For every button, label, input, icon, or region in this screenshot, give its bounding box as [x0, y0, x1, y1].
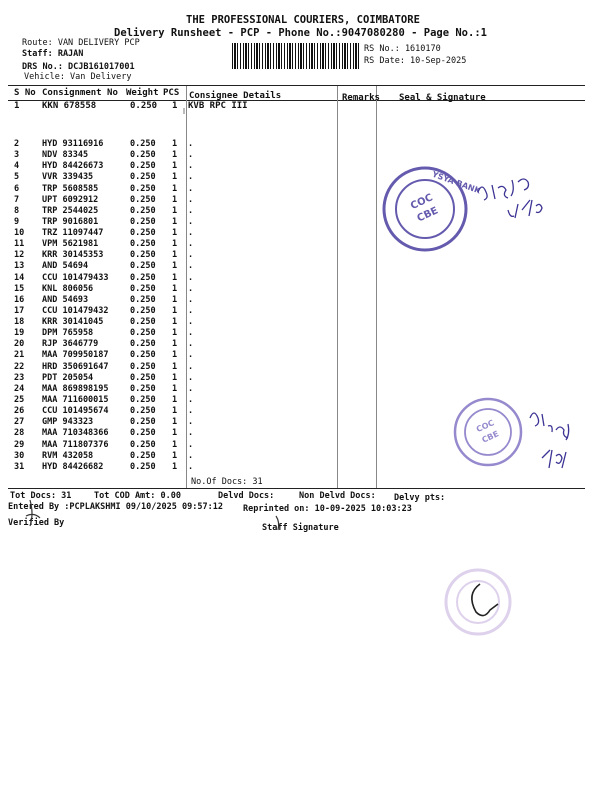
row-details: .: [188, 250, 194, 261]
staff-text: Staff: RAJAN: [22, 49, 84, 59]
non-delivered-docs: Non Delvd Docs:: [299, 491, 376, 501]
row-pcs: 1: [172, 294, 178, 305]
total-cod: Tot COD Amt: 0.00: [94, 491, 181, 501]
row-sno: 11: [14, 239, 25, 250]
row-pcs: 1: [172, 250, 178, 261]
row-sno: 13: [14, 261, 25, 272]
row-pcs: 1: [172, 417, 178, 428]
row-weight: 0.250: [130, 139, 156, 149]
row-details: .: [188, 328, 194, 339]
row-weight: 0.250: [130, 205, 156, 216]
staff-signature-label: Staff Signature: [262, 523, 339, 533]
row-pcs: 1: [172, 239, 178, 250]
row-consignment: VVR 339435: [42, 172, 94, 183]
row-weight: 0.250: [130, 439, 156, 450]
delivered-docs: Delvd Docs:: [218, 491, 275, 501]
row-details: .: [188, 350, 194, 361]
svg-text:YSYA BANK: YSYA BANK: [430, 169, 482, 196]
row-weight: 0.250: [130, 194, 156, 205]
row-sno: 22: [14, 361, 25, 372]
handwriting-icon: [530, 413, 569, 468]
row-details: .: [188, 216, 194, 227]
row-consignment: MAA 711600015: [42, 394, 109, 405]
row-details: .: [188, 205, 194, 216]
row-consignment: TRP 9016801: [42, 216, 99, 227]
row-weight: 0.250: [130, 294, 156, 305]
row-weight: 0.250: [130, 383, 156, 394]
row-consignment: UPT 6092912: [42, 194, 99, 205]
row-details: .: [188, 239, 194, 250]
row-pcs: 1: [172, 328, 178, 339]
row-details: .: [188, 261, 194, 272]
row-weight: 0.250: [130, 216, 156, 227]
col-details: Consignee Details: [189, 91, 282, 101]
total-docs: Tot Docs: 31: [10, 491, 72, 501]
row-pcs: 1: [172, 261, 178, 272]
row-sno: 26: [14, 406, 25, 417]
row-weight: 0.250: [130, 339, 156, 350]
row-sno: 17: [14, 305, 25, 316]
row-pcs: 1: [172, 150, 178, 161]
row-weight: 0.250: [130, 450, 156, 461]
row-pcs: 1: [172, 194, 178, 205]
row-sno: 9: [14, 216, 20, 227]
row-sno: 6: [14, 183, 20, 194]
row-consignment: KKN 678558: [42, 101, 97, 111]
row-sno: 4: [14, 161, 20, 172]
row-pcs: 1: [172, 172, 178, 183]
row-details: .: [188, 450, 194, 461]
row-details: .: [188, 372, 194, 383]
row-pcs: 1: [172, 183, 178, 194]
row-consignment: AND 54693: [42, 294, 89, 305]
no-of-docs: No.Of Docs: 31: [191, 477, 263, 487]
row-weight: 0.250: [130, 239, 156, 250]
row-consignment: NDV 83345: [42, 150, 89, 161]
row-consignment: HRD 350691647: [42, 361, 109, 372]
row-weight: 0.250: [130, 317, 156, 328]
row-weight: 0.250: [130, 417, 156, 428]
bank-stamp-icon: [455, 399, 521, 465]
col-remarks: Remarks: [342, 93, 380, 103]
row-details: .: [188, 461, 194, 472]
row-consignment: MAA 711807376: [42, 439, 109, 450]
rs-number: RS No.: 1610170: [364, 44, 441, 54]
row-consignment: HYD 93116916: [42, 139, 104, 149]
row-sno: 18: [14, 317, 25, 328]
row-pcs: 1: [172, 339, 178, 350]
round-seal-icon: [446, 570, 510, 634]
row-sno: 7: [14, 194, 20, 205]
vehicle-text: Vehicle: Van Delivery: [24, 72, 132, 82]
delivery-points: Delvy pts:: [394, 493, 446, 503]
route-text: Route: VAN DELIVERY PCP: [22, 38, 140, 48]
row-consignment: KRR 30145353: [42, 250, 104, 261]
row-details: .: [188, 394, 194, 405]
row-details: .: [188, 283, 194, 294]
entered-by: Entered By :PCPLAKSHMI 09/10/2025 09:57:12: [8, 502, 223, 512]
row-sno: 14: [14, 272, 25, 283]
row-weight: 0.250: [130, 150, 156, 161]
row-sno: 25: [14, 394, 25, 405]
row-consignment: TRP 2544025: [42, 205, 99, 216]
col-consignment: Consignment No: [42, 88, 118, 98]
row-consignment: AND 54694: [42, 261, 89, 272]
row-weight: 0.250: [130, 461, 156, 472]
col-weight: Weight: [126, 88, 159, 98]
row-sno: 29: [14, 439, 25, 450]
runsheet-title: Delivery Runsheet - PCP - Phone No.:9047080280 - Page No.:1: [114, 27, 487, 39]
company-title: THE PROFESSIONAL COURIERS, COIMBATORE: [186, 14, 420, 26]
row-details: .: [188, 161, 194, 172]
row-weight: 0.250: [130, 261, 156, 272]
row-weight: 0.250: [130, 350, 156, 361]
row-sno: 3: [14, 150, 20, 161]
row-details: .: [188, 139, 194, 149]
row-consignment: VPM 5621981: [42, 239, 99, 250]
row-consignment: MAA 869898195: [42, 383, 109, 394]
row-consignment: DPM 765958: [42, 328, 94, 339]
row-sno: 20: [14, 339, 25, 350]
row-pcs: 1: [172, 394, 178, 405]
drs-number: DRS No.: DCJB161017001: [22, 62, 135, 72]
row-weight: 0.250: [130, 406, 156, 417]
row-consignment: TRZ 11097447: [42, 228, 104, 239]
row-weight: 0.250: [130, 101, 158, 111]
row-consignment: CCU 101479432: [42, 305, 109, 316]
col-sno: S No: [14, 88, 36, 98]
row-details: .: [188, 317, 194, 328]
row-pcs: 1: [172, 428, 178, 439]
rs-date: RS Date: 10-Sep-2025: [364, 56, 467, 66]
row-pcs: 1: [172, 372, 178, 383]
row-weight: 0.250: [130, 172, 156, 183]
row-sno: 2: [14, 139, 20, 149]
row-consignment: MAA 710348366: [42, 428, 109, 439]
row-consignment: HYD 84426682: [42, 461, 104, 472]
row-sno: 16: [14, 294, 25, 305]
svg-text:CBE: CBE: [480, 429, 501, 445]
pen-scribble-icon: [26, 500, 40, 526]
row-sno: 12: [14, 250, 25, 261]
row-weight: 0.250: [130, 183, 156, 194]
row-details: .: [188, 361, 194, 372]
row-pcs: 1: [172, 361, 178, 372]
row-consignment: CCU 101479433: [42, 272, 109, 283]
row-consignment: KRR 30141045: [42, 317, 104, 328]
row-sno: 19: [14, 328, 25, 339]
row-weight: 0.250: [130, 283, 156, 294]
row-pcs: 1: [172, 350, 178, 361]
row-details: .: [188, 339, 194, 350]
row-pcs: 1: [172, 305, 178, 316]
row-consignment: HYD 84426673: [42, 161, 104, 172]
row-consignment: PDT 205054: [42, 372, 94, 383]
row-details: .: [188, 305, 194, 316]
row-pcs: 1: [172, 406, 178, 417]
row-sno: 23: [14, 372, 25, 383]
row-pcs: 1: [172, 317, 178, 328]
row-details: .: [188, 406, 194, 417]
row-details: .: [188, 228, 194, 239]
bank-stamp-icon: [384, 168, 482, 250]
row-sno: 30: [14, 450, 25, 461]
row-pcs: 1: [172, 450, 178, 461]
row-sno: 21: [14, 350, 25, 361]
row-weight: 0.250: [130, 394, 156, 405]
handwriting-icon: [478, 179, 542, 218]
svg-text:COC: COC: [408, 192, 435, 213]
row-details: .: [188, 294, 194, 305]
row-pcs: 1: [172, 101, 178, 111]
row-sno: 24: [14, 383, 25, 394]
row-sno: 8: [14, 205, 20, 216]
row-details: .: [188, 439, 194, 450]
row-consignment: RVM 432058: [42, 450, 94, 461]
row-sno: 15: [14, 283, 25, 294]
row-details: .: [188, 383, 194, 394]
row-details: .: [188, 417, 194, 428]
row-sno: 31: [14, 461, 25, 472]
row-consignment: CCU 101495674: [42, 406, 109, 417]
svg-text:CBE: CBE: [415, 205, 440, 225]
row-details: .: [188, 428, 194, 439]
row-weight: 0.250: [130, 361, 156, 372]
row-pcs: 1: [172, 228, 178, 239]
row-pcs: 1: [172, 139, 178, 149]
row-consignment: KNL 806056: [42, 283, 94, 294]
row-details: .: [188, 172, 194, 183]
row-consignment: RJP 3646779: [42, 339, 99, 350]
row-consignment: GMP 943323: [42, 417, 94, 428]
row-pcs: 1: [172, 439, 178, 450]
row-consignment: MAA 709950187: [42, 350, 109, 361]
row-pcs: 1: [172, 272, 178, 283]
row-weight: 0.250: [130, 372, 156, 383]
row-weight: 0.250: [130, 328, 156, 339]
verified-by: Verified By: [8, 518, 65, 528]
col-pcs: PCS: [163, 88, 180, 98]
row-weight: 0.250: [130, 250, 156, 261]
row-weight: 0.250: [130, 305, 156, 316]
pen-scribble-icon: [276, 516, 279, 530]
row-pcs: 1: [172, 205, 178, 216]
row-weight: 0.250: [130, 161, 156, 172]
row-pcs: 1: [172, 383, 178, 394]
row-details: .: [188, 272, 194, 283]
row-sno: 1: [14, 101, 20, 111]
row-sno: 5: [14, 172, 20, 183]
row-weight: 0.250: [130, 228, 156, 239]
row-pcs: 1: [172, 461, 178, 472]
row-pcs: 1: [172, 283, 178, 294]
svg-text:COC: COC: [474, 418, 496, 435]
row-consignment: TRP 5608585: [42, 183, 99, 194]
row-details: .: [188, 194, 194, 205]
row-details: KVB RPC III: [188, 101, 248, 111]
row-details: .: [188, 183, 194, 194]
row-sno: 28: [14, 428, 25, 439]
row-pcs: 1: [172, 216, 178, 227]
row-pcs: 1: [172, 161, 178, 172]
row-weight: 0.250: [130, 428, 156, 439]
reprinted-on: Reprinted on: 10-09-2025 10:03:23: [243, 504, 412, 514]
row-sno: 27: [14, 417, 25, 428]
row-weight: 0.250: [130, 272, 156, 283]
col-seal: Seal & Signature: [399, 93, 486, 103]
row-details: .: [188, 150, 194, 161]
row-sno: 10: [14, 228, 25, 239]
